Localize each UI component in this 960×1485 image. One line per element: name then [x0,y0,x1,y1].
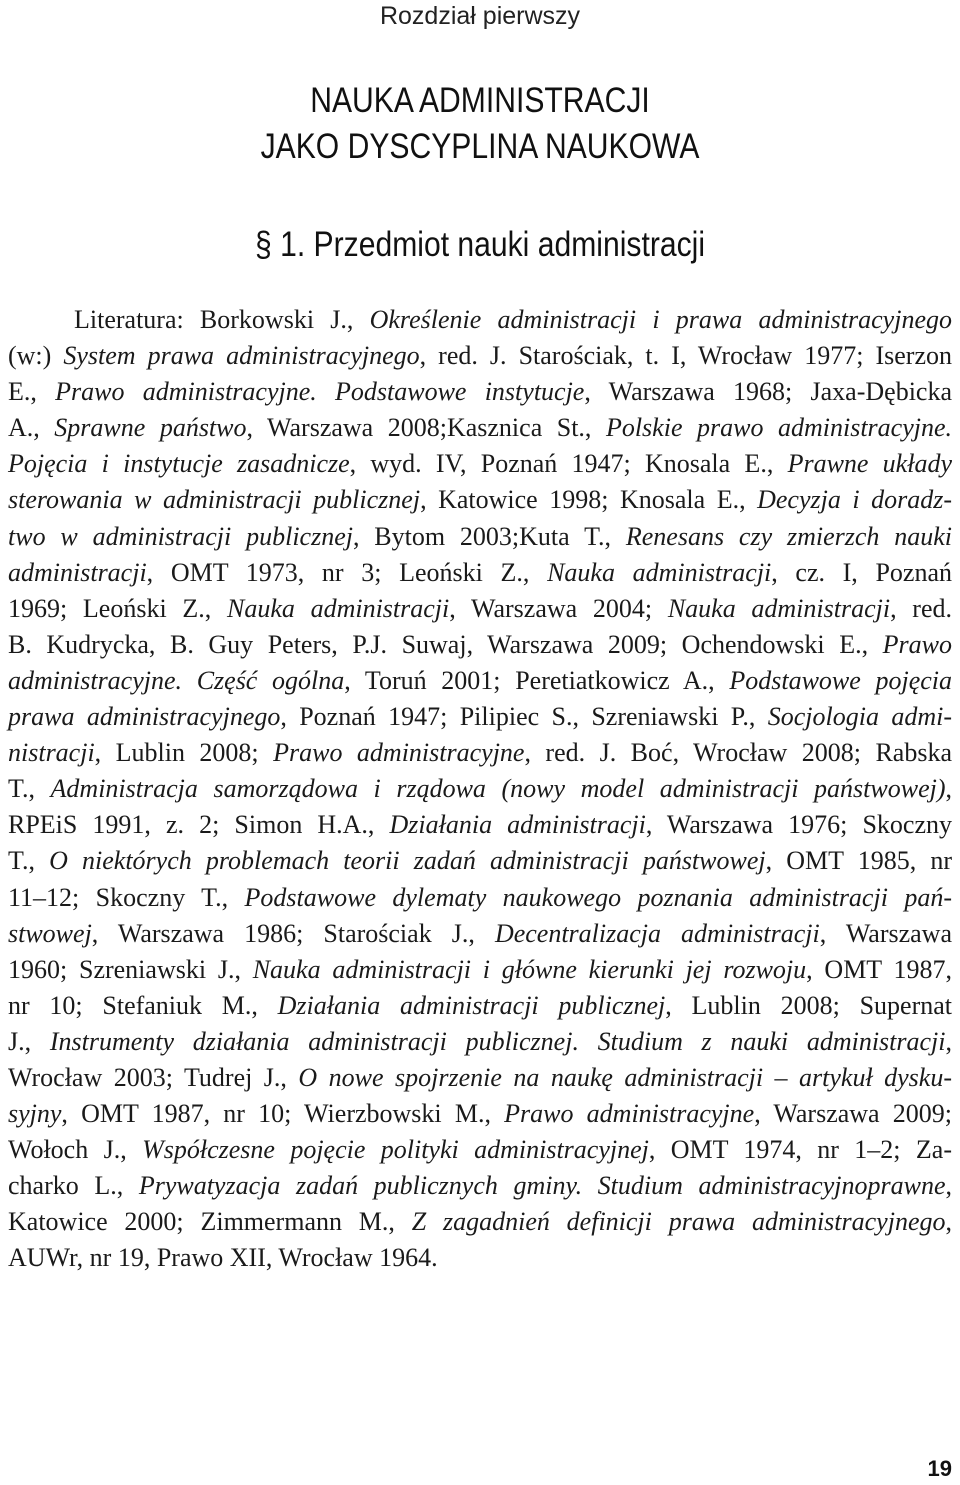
citation-title: Nauka administracji i główne kierunki jej rozwoju [252,954,807,984]
citation-text: , [945,774,952,804]
citation-text: , Poznań 1947; Pilipiec S., Szreniawski P., [280,702,768,732]
citation-text: , Warszawa 2009; [754,1099,952,1129]
citation-title: Sprawne państwo [54,413,247,443]
chapter-title-line-1: NAUKA ADMINISTRACJI [310,81,650,120]
bibliography-line [8,519,952,555]
citation-text: , Warszawa [819,918,952,948]
bibliography-line [8,591,952,627]
citation-title: Decyzja i doradz- [757,485,953,515]
bibliography-line [8,988,952,1024]
citation-text: , OMT 1985, nr [765,846,953,876]
citation-text: , red. J. Boć, Wrocław 2008; Rabska [524,738,952,768]
citation-text: , red. [890,593,952,623]
citation-title: O niektórych problemach teorii zadań administracji państwowej [49,846,766,876]
bibliography-line [8,699,952,735]
citation-text: , OMT 1987, nr 10; Wierzbowski M., [61,1099,505,1129]
citation-title: two w administracji publicznej [8,521,353,551]
citation-title: Decentralizacja administracji [494,918,820,948]
citation-title: administracji [8,557,147,587]
citation-text: , [945,1171,952,1201]
citation-text: 1960; Szreniawski J., [8,954,253,984]
citation-title: prawa administracyjnego [8,702,281,732]
citation-title: Współczesne pojęcie polityki administracyjnej [142,1135,649,1165]
citation-text: , Lublin 2008; [94,738,274,768]
citation-title: nistracji [8,738,95,768]
chapter-title-line-2: JAKO DYSCYPLINA NAUKOWA [260,127,700,166]
citation-title: Działania administracji publicznej [277,990,666,1020]
citation-text: , Warszawa 1986; Starościak J., [91,918,495,948]
citation-title: Prawo [882,629,952,659]
bibliography-line [8,663,952,699]
citation-title: Renesans czy zmierzch nauki [625,521,952,551]
bibliography-line [8,735,952,771]
citation-title: System prawa administracyjnego [63,341,420,371]
bibliography-line [8,1204,952,1240]
citation-title: Nauka administracji [547,557,772,587]
bibliography-line [8,627,952,663]
section-title: § 1. Przedmiot nauki administracji [254,225,706,264]
citation-text: B. Kudrycka, B. Guy Peters, P.J. Suwaj, Warszawa 2009; Ochendowski E., [8,629,883,659]
citation-text: , wyd. IV, Poznań 1947; Knosala E., [349,449,788,479]
citation-text: , [945,1207,952,1237]
citation-title: Prawo administracyjne. Podstawowe instytucje [55,377,585,407]
citation-title: Polskie prawo administracyjne. [605,413,952,443]
citation-title: O nowe spojrzenie na naukę administracji – artykuł dysku- [298,1062,953,1092]
bibliography-line [8,374,952,410]
bibliography-line [8,1060,952,1096]
citation-title: Prawne układy [787,449,952,479]
citation-title: Administracja samorządowa i rządowa (nowy model administracji państwowej) [50,774,946,804]
citation-title: Z zagadnień definicji prawa administracyjnego [411,1207,946,1237]
citation-title: Nauka administracji [667,593,891,623]
citation-title: Podstawowe dylematy naukowego poznania administracji pań- [244,882,952,912]
chapter-title [67,78,893,170]
citation-text: Wrocław 2003; Tudrej J., [8,1062,299,1092]
citation-text: , OMT 1973, nr 3; Leoński Z., [146,557,548,587]
bibliography-line [8,916,952,952]
bibliography-paragraph [8,302,952,1277]
bibliography-line [8,1168,952,1204]
citation-title: Pojęcia i instytucje zasadnicze [8,449,350,479]
bibliography-line [8,807,952,843]
citation-text: , OMT 1987, [806,954,952,984]
citation-text: Literatura: Borkowski J., [74,305,370,334]
bibliography-line [8,1096,952,1132]
bibliography-line [8,1240,952,1276]
bibliography-line [8,1024,952,1060]
page-number: 19 [927,1456,952,1481]
citation-text: , Katowice 1998; Knosala E., [420,485,758,515]
citation-text: A., [8,413,55,443]
bibliography-line [8,555,952,591]
citation-text: E., [8,377,56,407]
bibliography-line [8,880,952,916]
citation-text: , OMT 1974, nr 1–2; Za- [648,1135,952,1165]
citation-title: Socjologia admi- [767,702,952,732]
citation-text: J., [8,1026,50,1056]
citation-text: , Bytom 2003;Kuta T., [352,521,626,551]
citation-text: , cz. I, Poznań [771,557,952,587]
bibliography-line [8,771,952,807]
bibliography-line [8,482,952,518]
citation-title: administracyjne. Część ogólna [8,665,345,695]
citation-title: Określenie administracji i prawa administracyjnego [369,305,952,334]
citation-text: T., [8,846,50,876]
bibliography-line [8,338,952,374]
bibliography-line [8,1132,952,1168]
chapter-label: Rozdział pierwszy [379,2,581,30]
citation-text: 11–12; Skoczny T., [8,882,245,912]
citation-title: sterowania w administracji publicznej [8,485,421,515]
citation-title: stwowej [8,918,92,948]
citation-title: Podstawowe pojęcia [729,665,952,695]
bibliography-line [8,302,952,338]
bibliography-line [8,952,952,988]
citation-text: , Warszawa 2004; [449,593,668,623]
citation-text: , Lublin 2008; Supernat [665,990,952,1020]
citation-text: nr 10; Stefaniuk M., [8,990,278,1020]
citation-text: , red. J. Starościak, t. I, Wrocław 1977; Iserzon [419,341,952,371]
citation-text: , [945,1026,952,1056]
citation-title: syjny [8,1099,62,1129]
citation-title: Prawo administracyjne [504,1099,755,1129]
citation-text: , Warszawa 2008;Kasznica St., [246,413,606,443]
citation-text: T., [8,774,51,804]
citation-text: (w:) [8,341,64,371]
citation-text: charko L., [8,1171,139,1201]
citation-title: Prywatyzacja zadań publicznych gminy. Studium administracyjnoprawne [138,1171,946,1201]
citation-text: , Toruń 2001; Peretiatkowicz A., [344,665,730,695]
citation-title: Działania administracji [389,810,646,840]
bibliography-line [8,410,952,446]
citation-text: Katowice 2000; Zimmermann M., [8,1207,412,1237]
citation-title: Instrumenty działania administracji publicznej. Studium z nauki administracji [49,1026,946,1056]
citation-text: AUWr, nr 19, Prawo XII, Wrocław 1964. [8,1243,438,1273]
citation-title: Nauka administracji [227,593,450,623]
citation-title: Prawo administracyjne [273,738,525,768]
citation-text: RPEiS 1991, z. 2; Simon H.A., [8,810,390,840]
bibliography-line [8,446,952,482]
citation-text: , Warszawa 1976; Skoczny [645,810,952,840]
citation-text: Wołoch J., [8,1135,143,1165]
citation-text: 1969; Leoński Z., [8,593,227,623]
citation-text: , Warszawa 1968; Jaxa-Dębicka [584,377,952,407]
bibliography-line [8,843,952,879]
